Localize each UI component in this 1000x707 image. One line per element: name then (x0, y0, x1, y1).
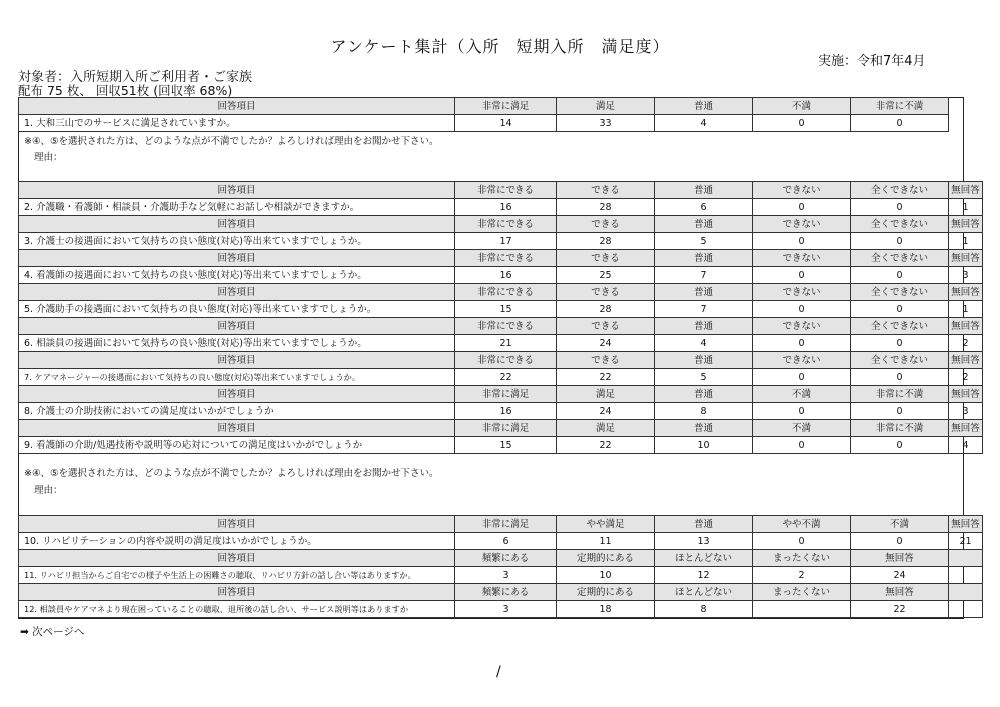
header-cell: やや満足 (557, 516, 655, 533)
header-cell: 定期的にある (557, 550, 655, 567)
value-cell: 0 (753, 115, 851, 132)
header-cell: 非常にできる (455, 318, 557, 335)
value-cell: 16 (455, 403, 557, 420)
value-cell: 5 (655, 369, 753, 386)
value-cell: 0 (851, 199, 949, 216)
table-row (19, 437, 983, 454)
value-cell: 8 (655, 403, 753, 420)
header-cell: ほとんどない (655, 584, 753, 601)
header-cell: 全くできない (851, 250, 949, 267)
header-cell: 普通 (655, 182, 753, 199)
table-row (19, 267, 983, 284)
header-cell: 全くできない (851, 318, 949, 335)
value-cell: 10 (557, 567, 655, 584)
value-cell: 0 (753, 533, 851, 550)
table-row (19, 335, 983, 352)
value-cell: 0 (851, 533, 949, 550)
header-cell: できる (557, 318, 655, 335)
value-cell: 25 (557, 267, 655, 284)
header-cell: 普通 (655, 216, 753, 233)
value-cell: 1 (949, 199, 983, 216)
value-cell: 28 (557, 301, 655, 318)
value-cell: 6 (455, 533, 557, 550)
header-cell: 普通 (655, 250, 753, 267)
value-cell: 14 (455, 115, 557, 132)
header-cell: 無回答 (851, 584, 949, 601)
table-row (19, 199, 983, 216)
value-cell: 0 (753, 233, 851, 250)
header-cell: 定期的にある (557, 584, 655, 601)
header-cell: 回答項目 (19, 352, 455, 369)
value-cell (753, 601, 851, 618)
table-row (19, 403, 983, 420)
header-cell: 無回答 (949, 420, 983, 437)
table-row (19, 115, 949, 132)
header-cell: 回答項目 (19, 284, 455, 301)
header-cell: 非常にできる (455, 250, 557, 267)
value-cell (949, 567, 983, 584)
value-cell: 33 (557, 115, 655, 132)
question-cell: 11. リハビリ担当からご自宅での様子や生活上の困難さの聴取、リハビリ方針の話し合い等はありますか。 (19, 567, 455, 584)
header-cell: 非常にできる (455, 352, 557, 369)
header-cell: 無回答 (949, 352, 983, 369)
value-cell: 21 (455, 335, 557, 352)
question-cell: 10. リハビリテーションの内容や説明の満足度はいかがでしょうか。 (19, 533, 455, 550)
questions-2-9-table (18, 181, 983, 454)
value-cell: 15 (455, 437, 557, 454)
questions-10-12-table (18, 515, 983, 618)
header-cell: 普通 (655, 386, 753, 403)
table-header-row (19, 182, 983, 199)
question-cell: 7. ケアマネージャーの接遇面において気持ちの良い態度(対応)等出来ていますでしょうか。 (19, 369, 455, 386)
next-page-link[interactable]: ➡ 次ページへ (20, 626, 85, 638)
header-cell: 不満 (851, 516, 949, 533)
target-audience: 対象者：入所短期入所ご利用者・ご家族 (18, 70, 253, 85)
value-cell: 3 (949, 403, 983, 420)
header-cell: 普通 (655, 318, 753, 335)
value-cell: 22 (557, 437, 655, 454)
value-cell: 22 (455, 369, 557, 386)
question-cell: 2. 介護職・看護師・相談員・介護助手など気軽にお話しや相談ができますか。 (19, 199, 455, 216)
header-cell: まったくない (753, 550, 851, 567)
header-cell: 不満 (753, 98, 851, 115)
header-cell: 非常に満足 (455, 420, 557, 437)
value-cell: 0 (753, 267, 851, 284)
header-cell: できる (557, 284, 655, 301)
header-cell: できない (753, 216, 851, 233)
value-cell: 3 (949, 267, 983, 284)
table-row (19, 567, 983, 584)
header-cell: 回答項目 (19, 98, 455, 115)
value-cell: 11 (557, 533, 655, 550)
header-cell: 全くできない (851, 284, 949, 301)
table-header-row (19, 352, 983, 369)
value-cell: 16 (455, 199, 557, 216)
question-cell: 5. 介護助手の接遇面において気持ちの良い態度(対応)等出来ていますでしょうか。 (19, 301, 455, 318)
header-cell: 非常に不満 (851, 98, 949, 115)
header-cell: 満足 (557, 386, 655, 403)
header-cell: 回答項目 (19, 386, 455, 403)
header-cell: 非常にできる (455, 284, 557, 301)
header-cell: 非常に満足 (455, 516, 557, 533)
value-cell: 13 (655, 533, 753, 550)
questions-10-12-body (19, 516, 983, 618)
value-cell: 22 (557, 369, 655, 386)
header-cell: 回答項目 (19, 420, 455, 437)
value-cell: 2 (949, 335, 983, 352)
header-cell: 無回答 (949, 182, 983, 199)
value-cell: 5 (655, 233, 753, 250)
header-cell: 無回答 (851, 550, 949, 567)
header-cell: 回答項目 (19, 250, 455, 267)
header-cell: 非常に不満 (851, 386, 949, 403)
question-cell: 6. 相談員の接遇面において気持ちの良い態度(対応)等出来ていますでしょうか。 (19, 335, 455, 352)
header-cell: 普通 (655, 352, 753, 369)
header-cell: 回答項目 (19, 182, 455, 199)
table-row (19, 301, 983, 318)
header-cell: 普通 (655, 420, 753, 437)
value-cell: 8 (655, 601, 753, 618)
question-cell: 4. 看護師の接遇面において気持ちの良い態度(対応)等出来ていますでしょうか。 (19, 267, 455, 284)
value-cell: 7 (655, 267, 753, 284)
header-cell: 非常にできる (455, 182, 557, 199)
table-header-row (19, 516, 983, 533)
table-header-row (19, 584, 983, 601)
value-cell: 2 (949, 369, 983, 386)
header-cell: 満足 (557, 420, 655, 437)
header-cell (949, 550, 983, 567)
question-cell: 1. 大和三山でのサービスに満足されていますか。 (19, 115, 455, 132)
header-cell: 全くできない (851, 352, 949, 369)
value-cell (949, 601, 983, 618)
value-cell: 0 (753, 301, 851, 318)
header-cell: 不満 (753, 420, 851, 437)
header-cell: 無回答 (949, 250, 983, 267)
value-cell: 0 (851, 115, 949, 132)
header-cell: 無回答 (949, 284, 983, 301)
header-cell: 普通 (655, 284, 753, 301)
value-cell: 0 (851, 437, 949, 454)
value-cell: 1 (949, 301, 983, 318)
table-header-row (19, 216, 983, 233)
value-cell: 0 (851, 233, 949, 250)
value-cell: 28 (557, 233, 655, 250)
table-header-row (19, 318, 983, 335)
header-cell (949, 584, 983, 601)
header-cell: 普通 (655, 98, 753, 115)
table-row (19, 601, 983, 618)
value-cell: 3 (455, 601, 557, 618)
question-1-table (18, 97, 949, 132)
header-cell: 非常に不満 (851, 420, 949, 437)
question-cell: 9. 看護師の介助/処遇技術や説明等の応対についての満足度はいかがでしょうか (19, 437, 455, 454)
table-header-row (19, 550, 983, 567)
header-cell: 無回答 (949, 516, 983, 533)
header-cell: 無回答 (949, 386, 983, 403)
header-cell: できる (557, 216, 655, 233)
header-cell: やや不満 (753, 516, 851, 533)
header-cell: ほとんどない (655, 550, 753, 567)
header-cell: 非常に満足 (455, 386, 557, 403)
value-cell: 21 (949, 533, 983, 550)
header-cell: できる (557, 352, 655, 369)
header-cell: 回答項目 (19, 318, 455, 335)
header-cell: 非常に満足 (455, 98, 557, 115)
header-cell: 無回答 (949, 216, 983, 233)
table-row (19, 533, 983, 550)
header-cell: 非常にできる (455, 216, 557, 233)
header-cell: 満足 (557, 98, 655, 115)
value-cell: 18 (557, 601, 655, 618)
header-cell: 普通 (655, 516, 753, 533)
question-cell: 3. 介護士の接遇面において気持ちの良い態度(対応)等出来ていますでしょうか。 (19, 233, 455, 250)
value-cell: 0 (753, 199, 851, 216)
header-cell: 頻繁にある (455, 584, 557, 601)
header-cell: 無回答 (949, 318, 983, 335)
value-cell: 4 (655, 115, 753, 132)
value-cell: 4 (655, 335, 753, 352)
value-cell: 17 (455, 233, 557, 250)
value-cell: 22 (851, 601, 949, 618)
value-cell: 0 (851, 403, 949, 420)
value-cell: 7 (655, 301, 753, 318)
header-cell: 全くできない (851, 182, 949, 199)
question-cell: 12. 相談員やケアマネより現在困っていることの聴取、退所後の話し合い、サービス説明等はありますか (19, 601, 455, 618)
value-cell: 2 (753, 567, 851, 584)
page-mark: / (496, 664, 501, 680)
comment-note-1: ※④、⑤を選択された方は、どのような点が不満でしたか？よろしければ理由をお聞かせ下さい。 (24, 136, 439, 147)
value-cell: 0 (753, 437, 851, 454)
table-header-row (19, 98, 949, 115)
distribution-summary: 配布 75 枚、 回収51枚 (回収率 68%) (18, 83, 233, 98)
header-cell: できない (753, 352, 851, 369)
value-cell: 12 (655, 567, 753, 584)
value-cell: 15 (455, 301, 557, 318)
header-cell: できる (557, 250, 655, 267)
header-cell: 回答項目 (19, 584, 455, 601)
table-row (19, 233, 983, 250)
header-cell: できない (753, 318, 851, 335)
value-cell: 0 (753, 403, 851, 420)
table-header-row (19, 250, 983, 267)
table-header-row (19, 284, 983, 301)
value-cell: 0 (753, 369, 851, 386)
header-cell: できない (753, 182, 851, 199)
header-cell: 不満 (753, 386, 851, 403)
value-cell: 0 (851, 369, 949, 386)
header-cell: できない (753, 284, 851, 301)
value-cell: 6 (655, 199, 753, 216)
value-cell: 4 (949, 437, 983, 454)
value-cell: 0 (851, 335, 949, 352)
value-cell: 16 (455, 267, 557, 284)
header-cell: 回答項目 (19, 216, 455, 233)
page-title: アンケート集計（入所 短期入所 満足度） (330, 37, 670, 56)
header-cell: まったくない (753, 584, 851, 601)
value-cell: 24 (851, 567, 949, 584)
table-header-row (19, 420, 983, 437)
value-cell: 0 (851, 301, 949, 318)
value-cell: 24 (557, 403, 655, 420)
value-cell: 0 (753, 335, 851, 352)
table-header-row (19, 386, 983, 403)
reason-label-1: 理由： (34, 152, 63, 163)
header-cell: 回答項目 (19, 550, 455, 567)
header-cell: 回答項目 (19, 516, 455, 533)
value-cell: 1 (949, 233, 983, 250)
table-row (19, 369, 983, 386)
value-cell: 28 (557, 199, 655, 216)
value-cell: 0 (851, 267, 949, 284)
header-cell: できない (753, 250, 851, 267)
survey-date: 実施：令和7年4月 (818, 54, 926, 69)
value-cell: 3 (455, 567, 557, 584)
header-cell: 全くできない (851, 216, 949, 233)
question-cell: 8. 介護士の介助技術においての満足度はいかがでしょうか (19, 403, 455, 420)
value-cell: 24 (557, 335, 655, 352)
value-cell: 10 (655, 437, 753, 454)
questions-2-9-body (19, 182, 983, 454)
header-cell: 頻繁にある (455, 550, 557, 567)
header-cell: できる (557, 182, 655, 199)
reason-label-2: 理由： (34, 485, 63, 496)
comment-note-2: ※④、⑤を選択された方は、どのような点が不満でしたか？よろしければ理由をお聞かせ下さい。 (24, 468, 439, 479)
